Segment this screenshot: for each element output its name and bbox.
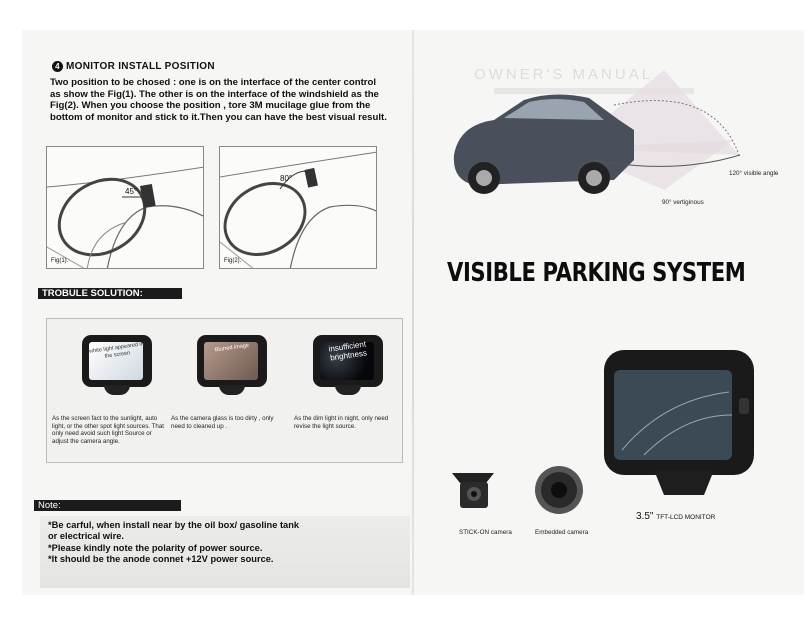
monitor-size: 3.5" bbox=[636, 511, 654, 522]
note-line: *Be carful, when install near by the oil box/ gasoline tank bbox=[48, 520, 300, 530]
horizontal-angle-label: 120° visible angle bbox=[729, 170, 779, 177]
trouble-caption: As the camera glass is too dirty , only need to cleaned up . bbox=[171, 415, 274, 430]
screen-text: white light appeared in the screen bbox=[88, 341, 145, 360]
monitor-type: TFT-LCD MONITOR bbox=[656, 514, 716, 521]
note-text bbox=[48, 520, 299, 566]
trouble-heading: TROBULE SOLUTION: bbox=[38, 288, 182, 299]
vertical-angle-label: 90° vertiginous bbox=[662, 199, 704, 206]
faded-heading: OWNER'S MANUAL bbox=[474, 66, 654, 83]
install-intro bbox=[50, 77, 416, 123]
car-illustration bbox=[414, 30, 804, 230]
product-title: VISIBLE PARKING SYSTEM bbox=[447, 258, 746, 288]
monitor-blurred bbox=[197, 335, 267, 397]
angle-label: 45° bbox=[125, 187, 138, 196]
monitor-dark bbox=[313, 335, 383, 397]
trouble-caption: As the dim light in night, only need revise the light source. bbox=[294, 415, 389, 430]
intro-line: Two position to be chosed : one is on the interface of the center control bbox=[50, 77, 377, 88]
right-panel bbox=[414, 30, 804, 595]
monitor-label bbox=[636, 511, 715, 522]
figure-caption: Fig(1). bbox=[51, 258, 69, 264]
note-line: *It should be the anode connet +12V power source. bbox=[48, 554, 274, 565]
dashboard-sketch-1 bbox=[47, 147, 204, 269]
section-title: MONITOR INSTALL POSITION bbox=[66, 61, 215, 72]
screen-text: Blurred image bbox=[214, 342, 250, 354]
section-heading bbox=[52, 61, 215, 72]
embedded-label: Embedded camera bbox=[535, 529, 589, 536]
section-number: 4 bbox=[52, 61, 63, 72]
note-line: *Please kindly note the polarity of power source. bbox=[48, 542, 263, 553]
trouble-caption: As the screen fact to the sunlight, auto light, or the other spot light sources. That only need avoid such light Source or adjust the camera angle. bbox=[52, 415, 165, 445]
note-heading: Note: bbox=[34, 500, 181, 511]
dashboard-sketch-2 bbox=[220, 147, 377, 269]
intro-line: Fig(2). When you choose the position , tore 3M mucilage glue from the bbox=[50, 100, 371, 112]
figure-1 bbox=[46, 146, 204, 269]
intro-line: bottom of monitor and stick to it.Then you can have the best visual result. bbox=[50, 111, 387, 123]
figure-2 bbox=[219, 146, 377, 269]
intro-line: as show the Fig(1). The other is on the interface of the windshield as the bbox=[50, 88, 379, 100]
figure-caption: Fig(2). bbox=[224, 258, 242, 264]
angle-label: 80° bbox=[280, 174, 293, 183]
monitor-white-light bbox=[82, 335, 152, 397]
trouble-box bbox=[46, 318, 403, 463]
stickon-label: STICK-ON camera bbox=[459, 529, 512, 536]
screen-text: insufficient brightness bbox=[328, 339, 368, 362]
note-line: or electrical wire. bbox=[48, 531, 124, 542]
left-panel bbox=[22, 30, 412, 595]
